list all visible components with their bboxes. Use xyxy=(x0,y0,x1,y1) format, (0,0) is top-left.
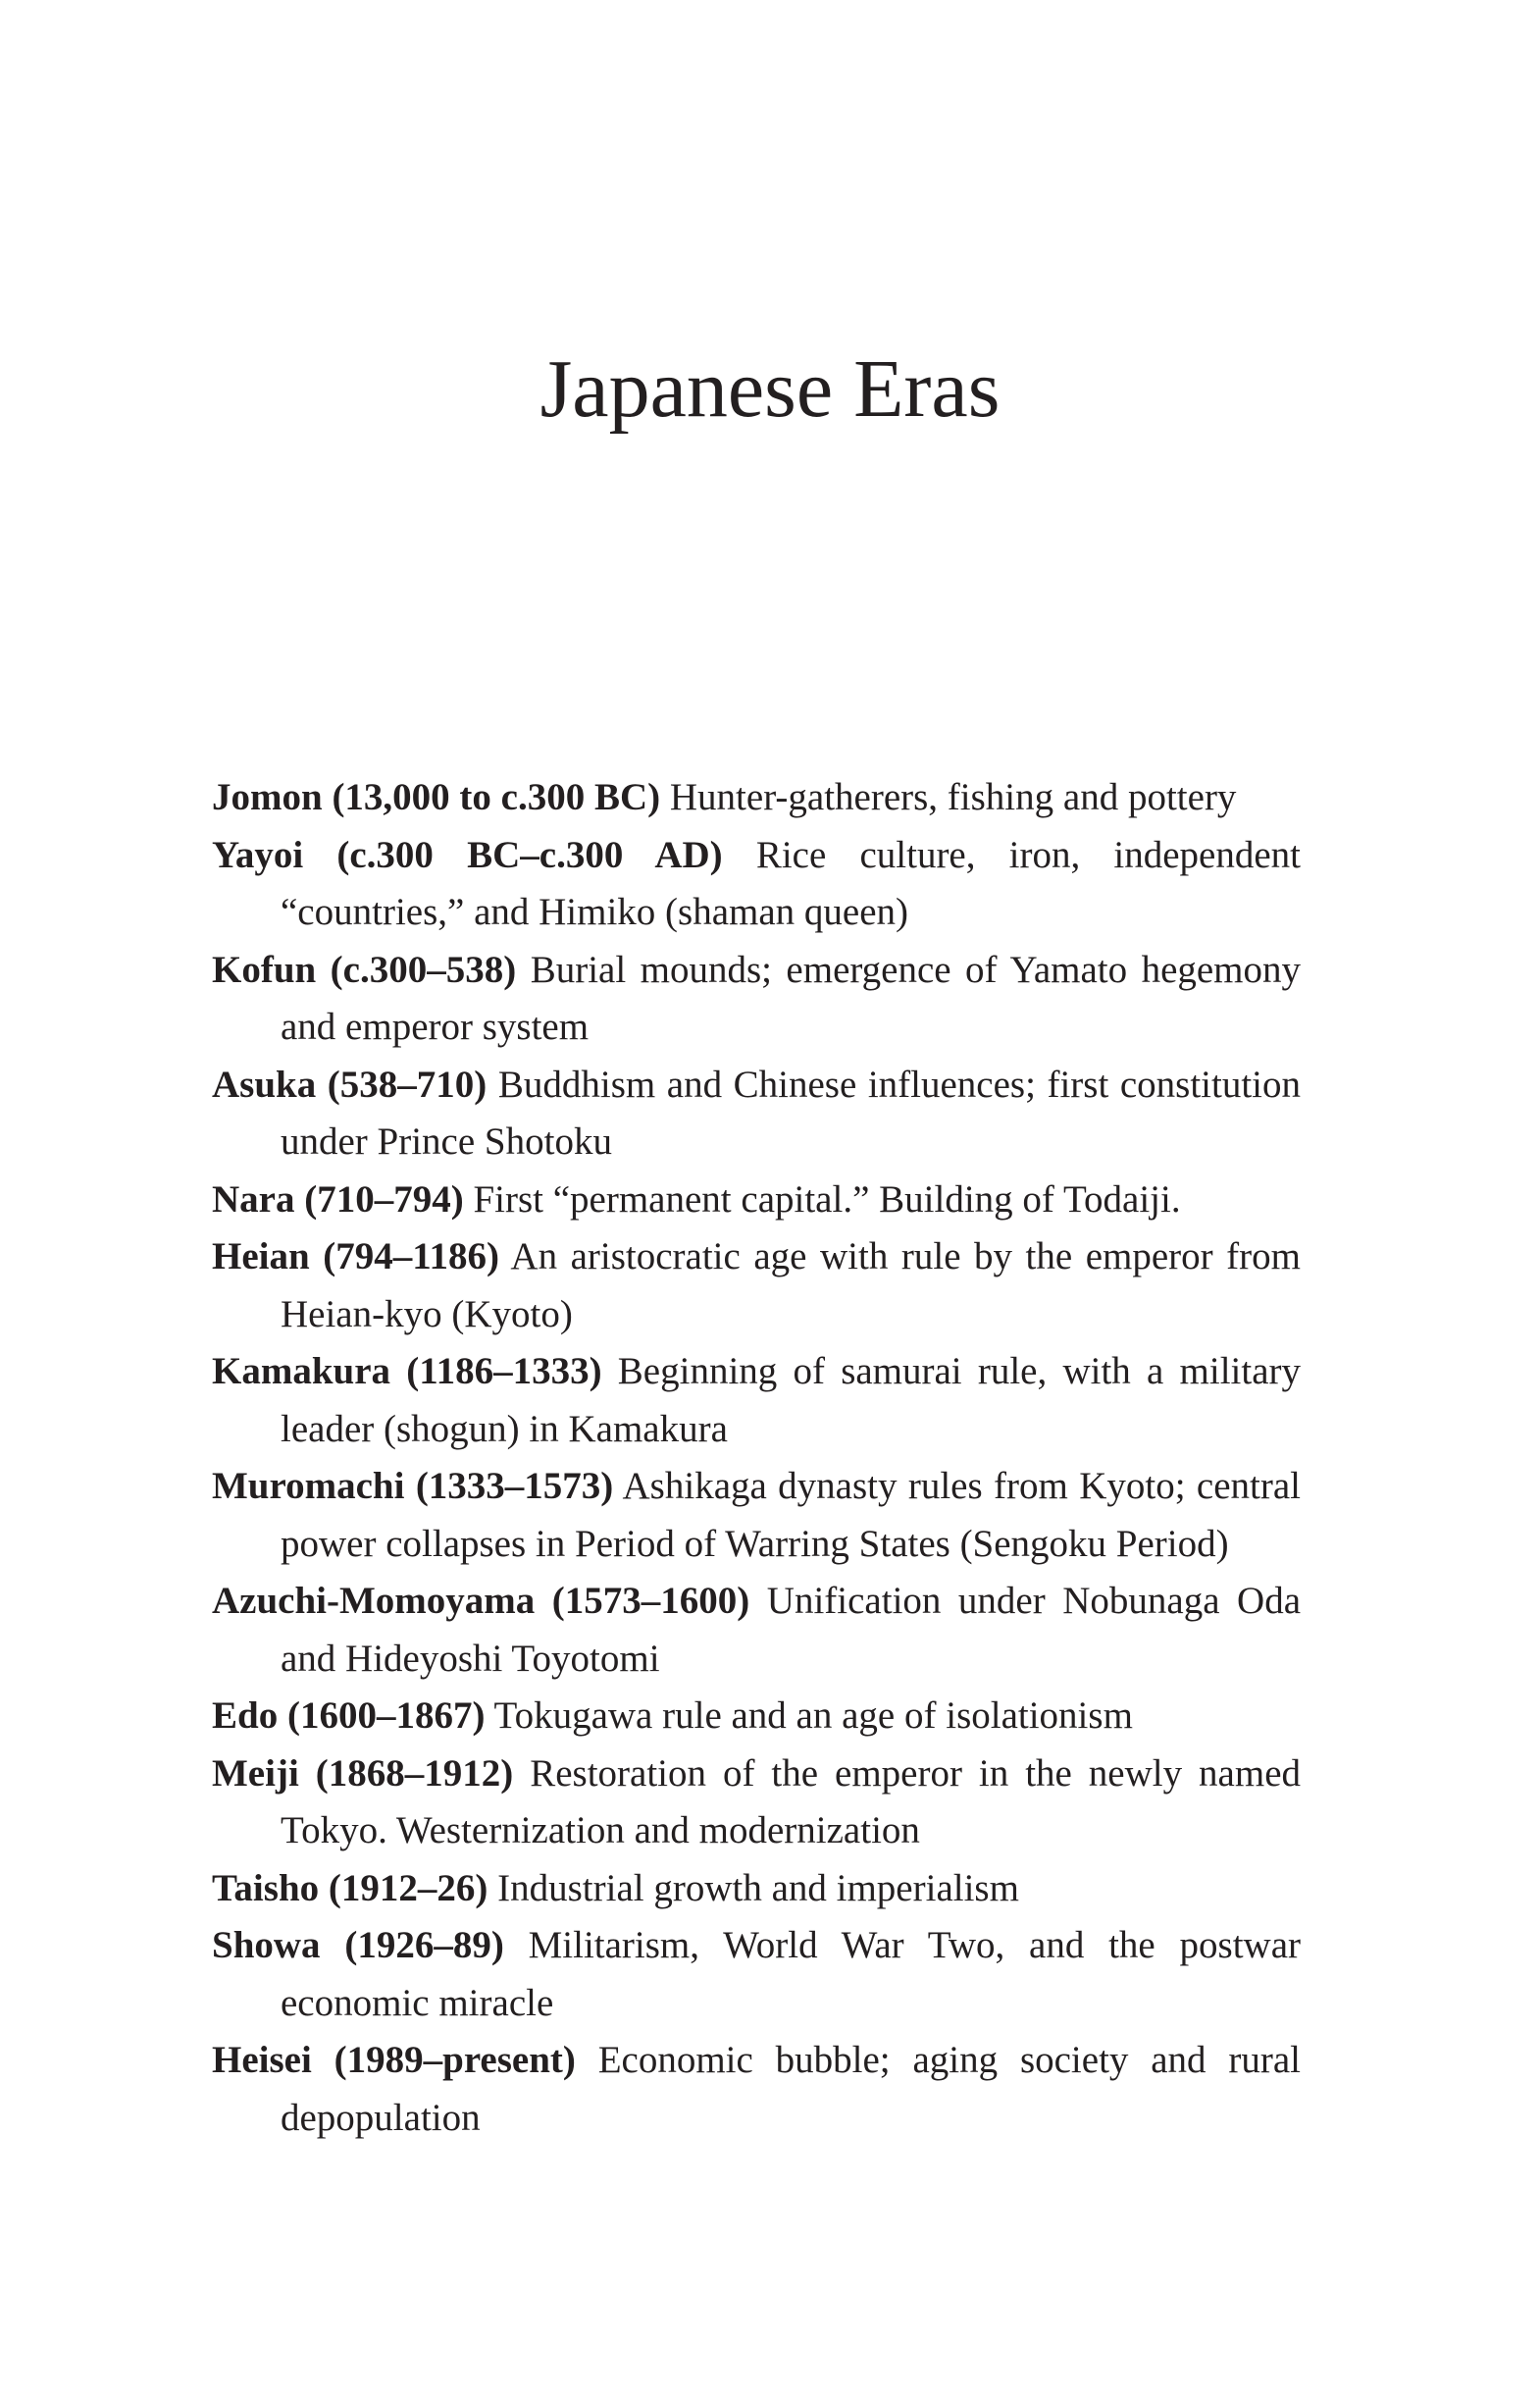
era-name: Meiji xyxy=(212,1751,299,1795)
era-description: Militarism, World War Two, and the postwar economic miracle xyxy=(281,1924,1301,2024)
era-range: (c.300–538) xyxy=(330,948,517,991)
era-range: (710–794) xyxy=(304,1177,464,1221)
era-description: Unification under Nobunaga Oda and Hideyoshi Toyotomi xyxy=(281,1580,1302,1680)
era-description: Industrial growth and imperialism xyxy=(497,1866,1019,1909)
era-name: Yayoi xyxy=(212,833,304,876)
era-entry-heisei xyxy=(212,2032,1301,2147)
era-name: Asuka xyxy=(212,1063,317,1106)
era-description: Buddhism and Chinese influences; first constitution under Prince Shotoku xyxy=(281,1063,1302,1163)
era-name: Heian xyxy=(212,1235,310,1277)
era-name: Edo xyxy=(212,1694,279,1737)
era-range: (13,000 to c.300 BC) xyxy=(332,776,661,818)
era-range: (538–710) xyxy=(327,1063,488,1106)
era-description: Ashikaga dynasty rules from Kyoto; central power collapses in Period of Warring States (Sengoku Period) xyxy=(281,1465,1301,1565)
era-entry-meiji xyxy=(212,1745,1301,1860)
era-name: Jomon xyxy=(212,776,323,818)
era-description: Beginning of samurai rule, with a military leader (shogun) in Kamakura xyxy=(281,1350,1301,1450)
era-description: Tokugawa rule and an age of isolationism xyxy=(493,1694,1133,1737)
era-entry-kamakura xyxy=(212,1343,1301,1458)
era-entry-jomon xyxy=(212,769,1301,827)
era-description: First “permanent capital.” Building of Todaiji. xyxy=(473,1177,1181,1221)
era-range: (794–1186) xyxy=(323,1235,500,1277)
era-range: (1186–1333) xyxy=(406,1350,602,1392)
era-name: Heisei xyxy=(212,2039,312,2081)
era-description: Hunter-gatherers, fishing and pottery xyxy=(669,776,1237,818)
era-description: Economic bubble; aging society and rural depopulation xyxy=(281,2039,1301,2139)
era-name: Showa xyxy=(212,1924,321,1966)
era-range: (1573–1600) xyxy=(551,1580,750,1622)
era-description: An aristocratic age with rule by the emperor from Heian-kyo (Kyoto) xyxy=(281,1235,1301,1335)
era-description: Restoration of the emperor in the newly named Tokyo. Westernization and modernization xyxy=(281,1751,1302,1851)
era-description: Rice culture, iron, independent “countries,” and Himiko (shaman queen) xyxy=(281,833,1302,933)
era-entry-azuchi-momoyama xyxy=(212,1573,1301,1688)
era-entry-asuka xyxy=(212,1057,1301,1171)
era-entry-yayoi xyxy=(212,827,1301,942)
era-range: (1600–1867) xyxy=(286,1694,486,1737)
era-range: (1333–1573) xyxy=(415,1465,614,1507)
era-range: (1989–present) xyxy=(334,2039,576,2081)
era-name: Muromachi xyxy=(212,1465,405,1507)
page-title: Japanese Eras xyxy=(539,343,1001,435)
era-name: Kamakura xyxy=(212,1350,391,1392)
era-entry-taisho xyxy=(212,1860,1301,1918)
era-name: Taisho xyxy=(212,1866,320,1909)
era-entry-heian xyxy=(212,1228,1301,1343)
era-entry-nara xyxy=(212,1171,1301,1229)
era-range: (c.300 BC–c.300 AD) xyxy=(336,833,723,876)
era-entry-showa xyxy=(212,1917,1301,2032)
era-entry-edo xyxy=(212,1688,1301,1745)
era-name: Nara xyxy=(212,1177,295,1221)
era-entry-kofun xyxy=(212,942,1301,1057)
era-name: Azuchi-Momoyama xyxy=(212,1580,536,1622)
era-entry-muromachi xyxy=(212,1458,1301,1573)
era-range: (1912–26) xyxy=(328,1866,488,1909)
eras-list xyxy=(212,769,1301,2147)
era-description: Burial mounds; emergence of Yamato hegemony and emperor system xyxy=(281,948,1302,1048)
era-range: (1926–89) xyxy=(344,1924,504,1966)
era-name: Kofun xyxy=(212,948,317,991)
era-range: (1868–1912) xyxy=(315,1751,514,1795)
